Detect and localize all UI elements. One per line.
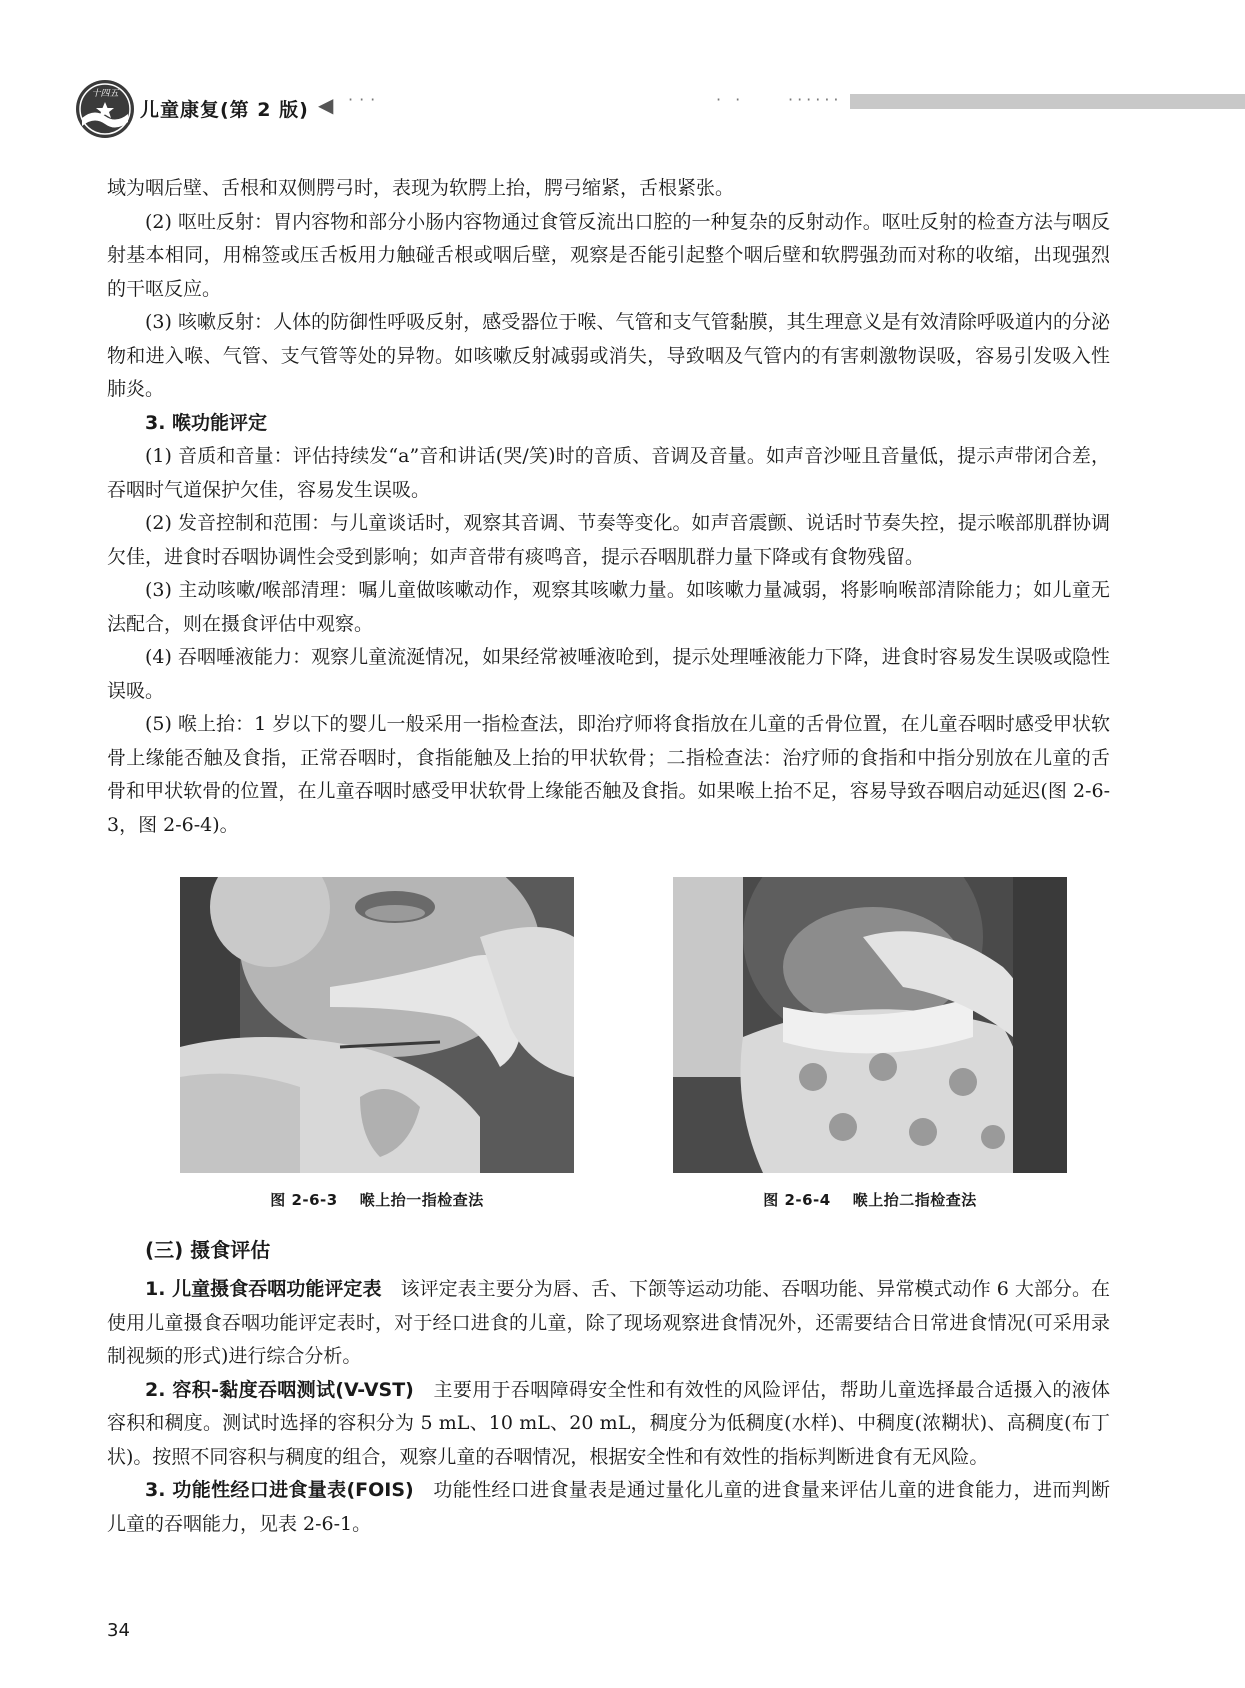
figure-caption <box>180 1189 574 1210</box>
figure-number: 图 2-6-4 <box>763 1191 831 1209</box>
paragraph <box>107 1374 1110 1475</box>
photo-two-finger-check <box>673 877 1067 1173</box>
figure-caption <box>673 1189 1067 1210</box>
book-logo <box>74 78 136 140</box>
logo-text: 十四五 <box>91 89 119 99</box>
paragraph: (4) 吞咽唾液能力：观察儿童流涎情况，如果经常被唾液呛到，提示处理唾液能力下降，进食时容易发生误吸或隐性误吸。 <box>107 646 1110 702</box>
figure-title: 喉上抬二指检查法 <box>852 1191 977 1209</box>
dots-decoration: ··· <box>348 90 382 109</box>
arrow-decoration: ◀ <box>318 93 334 117</box>
item-text: 主要用于吞咽障碍安全性和有效性的风险评估，帮助儿童选择最合适摄入的液体容积和稠度。测试时选择的容积分为 5 mL、10 mL、20 mL，稠度分为低稠度(水样)、中稠度(浓糊状)、高稠度(布丁状)。按照不同容积与稠度的组合，观察儿童的吞咽情况，根据安全性和有效性的指标判断进食有无风险。 <box>107 1378 1110 1468</box>
section-heading: (三) 摄食评估 <box>145 1238 271 1262</box>
photo-one-finger-check <box>180 877 574 1173</box>
figure <box>673 877 1067 1210</box>
paragraph: (2) 呕吐反射：胃内容物和部分小肠内容物通过食管反流出口腔的一种复杂的反射动作。呕吐反射的检查方法与咽反射基本相同，用棉签或压舌板用力触碰舌根或咽后壁，观察是否能引起整个咽后壁和软腭强劲而对称的收缩，出现强烈的干呕反应。 <box>107 210 1110 300</box>
paragraph: (1) 音质和音量：评估持续发“a”音和讲话(哭/笑)时的音质、音调及音量。如声音沙哑且音量低，提示声带闭合差，吞咽时气道保护欠佳，容易发生误吸。 <box>107 445 1110 501</box>
header-bar <box>850 94 1245 109</box>
paragraph: (3) 咳嗽反射：人体的防御性呼吸反射，感受器位于喉、气管和支气管黏膜，其生理意义是有效清除呼吸道内的分泌物和进入喉、气管、支气管等处的异物。如咳嗽反射减弱或消失，导致咽及气管内的有害刺激物误吸，容易引发吸入性肺炎。 <box>107 311 1110 400</box>
paragraph: 域为咽后壁、舌根和双侧腭弓时，表现为软腭上抬，腭弓缩紧，舌根紧张。 <box>107 177 735 199</box>
main-text <box>107 172 1110 842</box>
paragraph <box>107 1474 1110 1541</box>
paragraph: (3) 主动咳嗽/喉部清理：嘱儿童做咳嗽动作，观察其咳嗽力量。如咳嗽力量减弱，将影响喉部清除能力；如儿童无法配合，则在摄食评估中观察。 <box>107 579 1110 635</box>
paragraph <box>107 1273 1110 1374</box>
paragraph: (5) 喉上抬：1 岁以下的婴儿一般采用一指检查法，即治疗师将食指放在儿童的舌骨位置，在儿童吞咽时感受甲状软骨上缘能否触及食指，正常吞咽时，食指能触及上抬的甲状软骨；二指检查法：治疗师的食指和中指分别放在儿童的舌骨和甲状软骨的位置，在儿童吞咽时感受甲状软骨上缘能否触及食指。如果喉上抬不足，容易导致吞咽启动延迟(图 2-6-3，图 2-6-4)。 <box>107 713 1110 836</box>
figures <box>107 877 1110 1217</box>
item-heading: 1. 儿童摄食吞咽功能评定表 <box>145 1278 382 1300</box>
book-title: 儿童康复(第 2 版) <box>140 99 309 121</box>
figure-number: 图 2-6-3 <box>270 1191 338 1209</box>
dots-decoration: ······ <box>788 90 843 109</box>
section-heading: 3. 喉功能评定 <box>145 411 268 434</box>
page-number: 34 <box>107 1620 130 1641</box>
paragraph: (2) 发音控制和范围：与儿童谈话时，观察其音调、节奏等变化。如声音震颤、说话时节奏失控，提示喉部肌群协调欠佳，进食时吞咽协调性会受到影响；如声音带有痰鸣音，提示吞咽肌群力量下降或有食物残留。 <box>107 512 1110 568</box>
page-header <box>0 0 1245 150</box>
dots-decoration: ·· <box>716 90 755 109</box>
item-text: 功能性经口进食量表是通过量化儿童的进食量来评估儿童的进食能力，进而判断儿童的吞咽能力，见表 2-6-1。 <box>107 1479 1110 1535</box>
item-heading: 3. 功能性经口进食量表(FOIS) <box>145 1479 414 1501</box>
figure-title: 喉上抬一指检查法 <box>359 1191 484 1209</box>
main-text-continued <box>107 1233 1110 1541</box>
item-text: 该评定表主要分为唇、舌、下颌等运动功能、吞咽功能、异常模式动作 6 大部分。在使用儿童摄食吞咽功能评定表时，对于经口进食的儿童，除了现场观察进食情况外，还需要结合日常进食情况(可采用录制视频的形式)进行综合分析。 <box>107 1278 1110 1367</box>
item-heading: 2. 容积-黏度吞咽测试(V-VST) <box>145 1378 414 1401</box>
figure <box>180 877 574 1210</box>
